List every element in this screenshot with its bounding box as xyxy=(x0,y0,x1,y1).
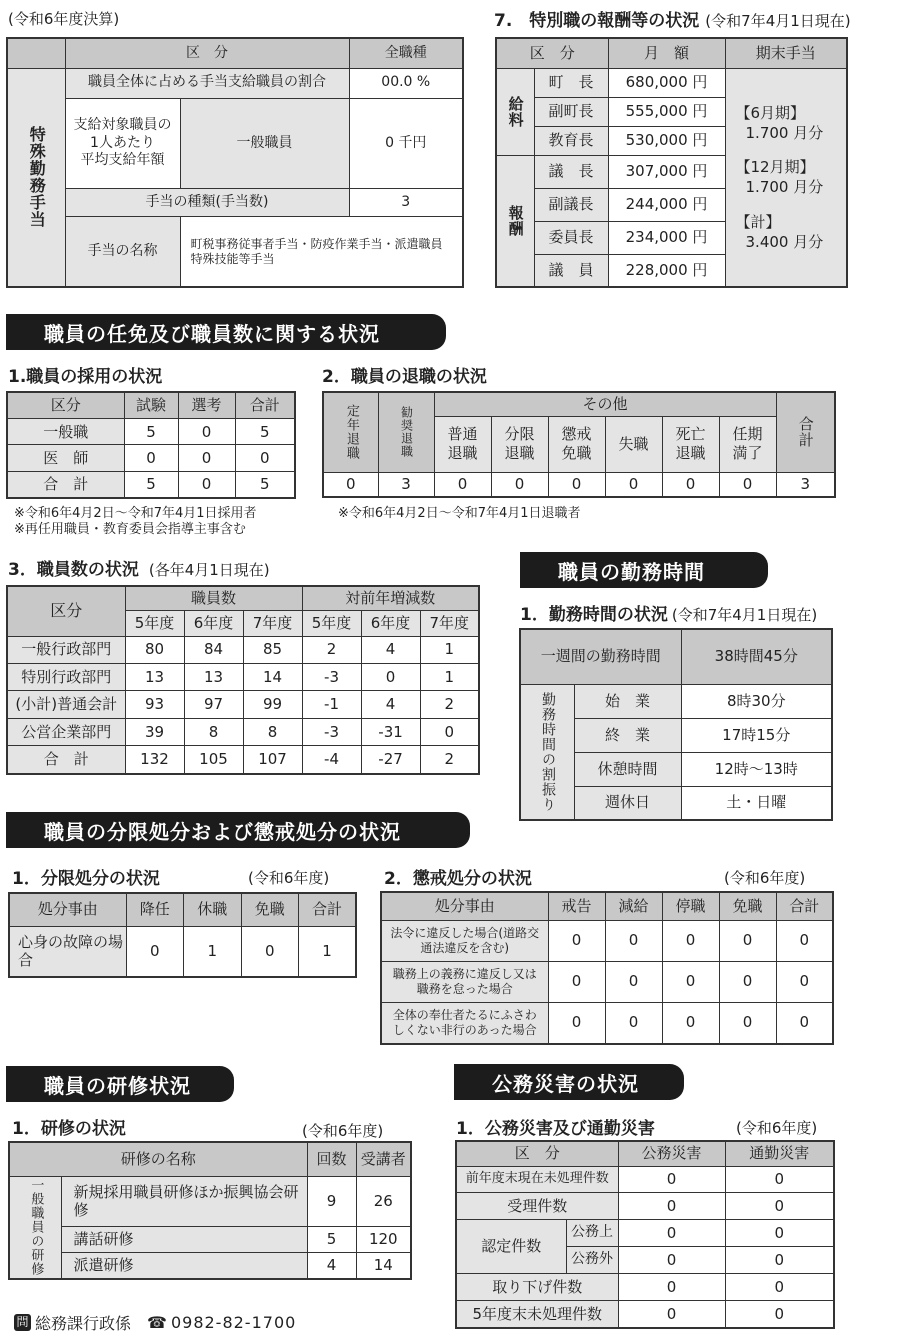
table-cell: 120 xyxy=(356,1227,411,1253)
special-pay-table xyxy=(495,37,848,288)
table-cell: 処分事由 xyxy=(381,892,548,920)
table-cell: 234,000 円 xyxy=(608,221,725,254)
table-cell: 一週間の勤務時間 xyxy=(520,629,681,684)
special-allowance-table xyxy=(6,37,464,288)
accident-table xyxy=(455,1140,835,1329)
table-cell: 0 xyxy=(776,961,833,1002)
table-cell: 給料 xyxy=(496,68,534,155)
table-cell: 26 xyxy=(356,1176,411,1227)
table-cell: 4 xyxy=(361,636,420,663)
working-hours-title xyxy=(520,600,817,625)
table-cell: 5 xyxy=(235,471,295,498)
text: 【6月期】 xyxy=(735,103,806,122)
table-cell: 0 xyxy=(719,1002,776,1044)
table-cell: 14 xyxy=(243,663,302,690)
table-cell: 2 xyxy=(420,691,479,718)
table-cell: 普通退職 xyxy=(434,416,491,472)
text: 3.400 月分 xyxy=(745,232,824,251)
table-cell: 一般職員の研修 xyxy=(9,1176,61,1279)
table-cell: 0 xyxy=(618,1274,725,1301)
section-bar-discipline: 職員の分限処分および懲戒処分の状況 xyxy=(6,812,470,848)
table-cell: 0 xyxy=(618,1300,725,1328)
table-cell: 議 員 xyxy=(534,254,608,287)
table-cell: 530,000 円 xyxy=(608,126,725,155)
table-cell: 合計 xyxy=(776,892,833,920)
section-bar-working-hours: 職員の勤務時間 xyxy=(520,552,768,588)
table-cell: 1 xyxy=(420,663,479,690)
table-cell: 前年度末現在未処理件数 xyxy=(456,1166,618,1193)
table-cell: 99 xyxy=(243,691,302,718)
table-cell: 免職 xyxy=(241,893,299,926)
table-cell: 0 xyxy=(548,1002,605,1044)
table-cell: 報酬 xyxy=(496,155,534,287)
table-cell: 医 師 xyxy=(7,445,124,471)
table-cell: 勤務時間の割振り xyxy=(520,684,574,820)
table-cell: 特別行政部門 xyxy=(7,663,125,690)
table-cell: -3 xyxy=(302,718,361,745)
table-cell: 7年度 xyxy=(243,610,302,636)
table-cell: 0 xyxy=(618,1220,725,1247)
table-cell: 0 xyxy=(618,1193,725,1220)
table-cell: 555,000 円 xyxy=(608,97,725,126)
table-cell: 区 分 xyxy=(496,38,608,68)
table-cell: 休憩時間 xyxy=(574,752,681,786)
table-cell: 0 xyxy=(124,445,178,471)
table-cell: 処分事由 xyxy=(9,893,126,926)
allowance-side-label: 特殊勤務手当 xyxy=(7,68,65,287)
table-cell: 委員長 xyxy=(534,221,608,254)
table-cell: 始 業 xyxy=(574,684,681,718)
table-cell: -1 xyxy=(302,691,361,718)
table-cell: 85 xyxy=(243,636,302,663)
table-cell: 13 xyxy=(184,663,243,690)
table-cell: 0 xyxy=(719,472,776,497)
table-cell: 土・日曜 xyxy=(681,786,832,820)
table-cell: 0 xyxy=(719,920,776,961)
table-cell: 教育長 xyxy=(534,126,608,155)
table-cell: 9 xyxy=(307,1176,356,1227)
table-cell: -3 xyxy=(302,663,361,690)
table-cell: 0 xyxy=(605,920,662,961)
table-cell: 0 xyxy=(323,472,378,497)
table-cell: 6年度 xyxy=(361,610,420,636)
table-cell: 93 xyxy=(125,691,184,718)
table-cell: 0 xyxy=(420,718,479,745)
table-cell: 84 xyxy=(184,636,243,663)
table-cell: 0 xyxy=(178,419,235,445)
table-cell: 3 xyxy=(378,472,434,497)
status-disposal-title: 1．分限処分の状況 xyxy=(12,869,160,889)
table-cell: 降任 xyxy=(126,893,184,926)
table-cell: 0 xyxy=(662,472,719,497)
table-cell: 試験 xyxy=(124,392,178,419)
table-cell: 0 xyxy=(434,472,491,497)
table-cell: 0 xyxy=(178,445,235,471)
table-cell: 4 xyxy=(361,691,420,718)
text: 【計】 xyxy=(735,212,781,231)
table-cell: 0 xyxy=(725,1193,834,1220)
table-cell: 支給対象職員の 1人あたり 平均支給年額 xyxy=(65,98,180,188)
table-cell: 職務上の義務に違反し又は職務を怠った場合 xyxy=(381,961,548,1002)
table-cell: 法令に違反した場合(道路交通法違反を含む) xyxy=(381,920,548,961)
training-table xyxy=(8,1141,412,1280)
table-cell: 副議長 xyxy=(534,188,608,221)
table-cell: 244,000 円 xyxy=(608,188,725,221)
working-hours-table xyxy=(519,628,833,821)
section-bar-accident: 公務災害の状況 xyxy=(454,1064,684,1100)
table-cell: 講話研修 xyxy=(61,1227,307,1253)
hiring-note-1: ※令和6年4月2日～令和7年4月1日採用者 xyxy=(14,506,257,521)
table-cell: (小計)普通会計 xyxy=(7,691,125,718)
table-cell: 0 xyxy=(241,926,299,977)
table-cell: 期末手当 xyxy=(725,38,847,68)
table-cell: 97 xyxy=(184,691,243,718)
table-cell: 0 xyxy=(605,961,662,1002)
table-cell: 0 xyxy=(178,471,235,498)
table-cell: -27 xyxy=(361,746,420,774)
table-cell: 5 xyxy=(124,419,178,445)
table-cell: 5年度 xyxy=(125,610,184,636)
table-cell: 受理件数 xyxy=(456,1193,618,1220)
table-cell: 0 xyxy=(662,920,719,961)
phone-icon: ☎ xyxy=(147,1313,167,1332)
table-cell: 80 xyxy=(125,636,184,663)
disciplinary-year: (令和6年度) xyxy=(724,869,806,887)
table-cell: 14 xyxy=(356,1252,411,1279)
table-cell: -4 xyxy=(302,746,361,774)
table-cell: 新規採用職員研修ほか振興協会研修 xyxy=(61,1176,307,1227)
table-cell: 合計 xyxy=(235,392,295,419)
table-cell: 定年退職 xyxy=(323,392,378,472)
table-cell: 受講者 xyxy=(356,1142,411,1176)
table-cell: 回数 xyxy=(307,1142,356,1176)
table-cell: 6年度 xyxy=(184,610,243,636)
table-cell: 月 額 xyxy=(608,38,725,68)
table-cell: 職員数 xyxy=(125,586,302,610)
table-cell: 全職種 xyxy=(349,38,463,68)
table-cell: 5 xyxy=(124,471,178,498)
retirement-title: 2．職員の退職の状況 xyxy=(322,367,487,387)
table-cell: 39 xyxy=(125,718,184,745)
table-cell: 合計 xyxy=(776,392,835,472)
table-cell: 懲戒免職 xyxy=(548,416,605,472)
text: 1.700 月分 xyxy=(745,123,824,142)
table-cell: 1 xyxy=(184,926,242,977)
table-cell: 町税事務従事者手当・防疫作業手当・派遣職員特殊技能等手当 xyxy=(180,217,463,287)
table-cell: 職員全体に占める手当支給職員の割合 xyxy=(65,68,349,98)
table-cell: 研修の名称 xyxy=(9,1142,307,1176)
table-cell: 認定件数 xyxy=(456,1220,566,1274)
table-cell: 死亡退職 xyxy=(662,416,719,472)
table-cell: 1 xyxy=(299,926,357,977)
table-cell: 合 計 xyxy=(7,746,125,774)
table-cell: 0 xyxy=(618,1247,725,1274)
table-cell: 0 xyxy=(725,1300,834,1328)
training-title: 1．研修の状況 xyxy=(12,1119,126,1139)
table-cell: 8時30分 xyxy=(681,684,832,718)
staff-count-table xyxy=(6,585,480,775)
table-cell: 一般行政部門 xyxy=(7,636,125,663)
table-cell xyxy=(7,38,65,68)
table-cell: 議 長 xyxy=(534,155,608,188)
table-cell: 0 xyxy=(776,920,833,961)
table-cell: 手当の種類(手当数) xyxy=(65,189,349,217)
table-cell: 町 長 xyxy=(534,68,608,97)
table-cell: 0 xyxy=(235,445,295,471)
table-cell: 勧奨退職 xyxy=(378,392,434,472)
table-cell: 0 xyxy=(776,1002,833,1044)
table-cell: 一般職 xyxy=(7,419,124,445)
table-cell: 17時15分 xyxy=(681,718,832,752)
table-cell: 0 xyxy=(662,961,719,1002)
table-cell: 8 xyxy=(184,718,243,745)
text: (令和7年4月1日現在) xyxy=(705,12,851,30)
table-cell: 0 xyxy=(719,961,776,1002)
table-cell: 全体の奉仕者たるにふさわしくない非行のあった場合 xyxy=(381,1002,548,1044)
table-cell: 3 xyxy=(776,472,835,497)
table-cell: 132 xyxy=(125,746,184,774)
disciplinary-title: 2．懲戒処分の状況 xyxy=(384,869,532,889)
table-cell: 失職 xyxy=(605,416,662,472)
table-cell: 38時間45分 xyxy=(681,629,832,684)
accident-year: (令和6年度) xyxy=(736,1119,818,1137)
section-bar-appointment: 職員の任免及び職員数に関する状況 xyxy=(6,314,446,350)
table-cell: 1 xyxy=(420,636,479,663)
table-cell: 公務外 xyxy=(566,1247,618,1274)
text: (各年4月1日現在) xyxy=(148,561,270,579)
hiring-table xyxy=(6,391,296,499)
table-cell: 228,000 円 xyxy=(608,254,725,287)
staff-count-title xyxy=(8,555,270,580)
table-cell: 分限退職 xyxy=(491,416,548,472)
table-cell: 5 xyxy=(307,1227,356,1253)
table-cell: 免職 xyxy=(719,892,776,920)
table-cell: 0 xyxy=(725,1220,834,1247)
table-cell: 公務災害 xyxy=(618,1141,725,1166)
table-cell: 3 xyxy=(349,189,463,217)
table-cell: 区分 xyxy=(7,586,125,636)
disciplinary-table xyxy=(380,891,834,1045)
table-cell: 任期満了 xyxy=(719,416,776,472)
table-cell: 週休日 xyxy=(574,786,681,820)
table-cell: 区 分 xyxy=(65,38,349,68)
allowance-period-label: (令和6年度決算) xyxy=(8,10,120,28)
retirement-note: ※令和6年4月2日～令和7年4月1日退職者 xyxy=(338,506,581,521)
table-cell: 通勤災害 xyxy=(725,1141,834,1166)
table-cell: 選考 xyxy=(178,392,235,419)
bonus-cell xyxy=(725,68,847,287)
table-cell: 一般職員 xyxy=(180,98,349,188)
table-cell: 0 xyxy=(605,1002,662,1044)
table-cell: 13 xyxy=(125,663,184,690)
table-cell: 0 xyxy=(662,1002,719,1044)
table-cell: 戒告 xyxy=(548,892,605,920)
status-disposal-table xyxy=(8,892,357,978)
table-cell: 0 xyxy=(618,1166,725,1193)
table-cell: 合計 xyxy=(299,893,357,926)
hiring-note-2: ※再任用職員・教育委員会指導主事含む xyxy=(14,522,246,537)
table-cell: 0 xyxy=(725,1247,834,1274)
table-cell: 公務上 xyxy=(566,1220,618,1247)
table-cell: 副町長 xyxy=(534,97,608,126)
table-cell: 5 xyxy=(235,419,295,445)
table-cell: 合 計 xyxy=(7,471,124,498)
text: 3．職員数の状況 xyxy=(8,560,139,580)
table-cell: 手当の名称 xyxy=(65,217,180,287)
table-cell: 2 xyxy=(420,746,479,774)
table-cell: 0 xyxy=(548,920,605,961)
section-bar-training: 職員の研修状況 xyxy=(6,1066,234,1102)
status-disposal-year: (令和6年度) xyxy=(248,869,330,887)
table-cell: 2 xyxy=(302,636,361,663)
table-cell: 4 xyxy=(307,1252,356,1279)
table-cell: 0 xyxy=(126,926,184,977)
table-cell: 対前年増減数 xyxy=(302,586,479,610)
table-cell: 公営企業部門 xyxy=(7,718,125,745)
text: 7. 特別職の報酬等の状況 xyxy=(494,11,700,31)
table-cell: 5年度末未処理件数 xyxy=(456,1300,618,1328)
table-cell: 終 業 xyxy=(574,718,681,752)
table-cell: 00.0 % xyxy=(349,68,463,98)
accident-title: 1．公務災害及び通勤災害 xyxy=(456,1119,655,1139)
table-cell: 107 xyxy=(243,746,302,774)
text: 1．勤務時間の状況 xyxy=(520,605,668,625)
table-cell: 0 xyxy=(361,663,420,690)
table-cell: 0 xyxy=(725,1166,834,1193)
footer-contact xyxy=(14,1311,296,1334)
table-cell: 心身の故障の場合 xyxy=(9,926,126,977)
table-cell: 5年度 xyxy=(302,610,361,636)
table-cell: 7年度 xyxy=(420,610,479,636)
table-cell: 307,000 円 xyxy=(608,155,725,188)
table-cell: 0 千円 xyxy=(349,98,463,188)
table-cell: 派遣研修 xyxy=(61,1252,307,1279)
table-cell: 停職 xyxy=(662,892,719,920)
table-cell: 区 分 xyxy=(456,1141,618,1166)
special-pay-title xyxy=(494,6,851,31)
retirement-table xyxy=(322,391,836,498)
table-cell: 0 xyxy=(491,472,548,497)
table-cell: 0 xyxy=(605,472,662,497)
table-cell: 減給 xyxy=(605,892,662,920)
table-cell: 0 xyxy=(548,961,605,1002)
text: 【12月期】 xyxy=(735,158,815,176)
footer-dept: 総務課行政係 xyxy=(35,1314,132,1333)
table-cell: 0 xyxy=(548,472,605,497)
table-cell: 680,000 円 xyxy=(608,68,725,97)
table-cell: 8 xyxy=(243,718,302,745)
inquiry-icon: 問 xyxy=(14,1314,31,1331)
text: (令和7年4月1日現在) xyxy=(671,606,818,624)
table-cell: その他 xyxy=(434,392,776,416)
hiring-title: 1.職員の採用の状況 xyxy=(8,367,163,387)
table-cell: -31 xyxy=(361,718,420,745)
text: 1.700 月分 xyxy=(745,178,824,197)
table-cell: 0 xyxy=(725,1274,834,1301)
table-cell: 休職 xyxy=(184,893,242,926)
footer-phone: 0982-82-1700 xyxy=(170,1313,297,1332)
table-cell: 取り下げ件数 xyxy=(456,1274,618,1301)
training-year: (令和6年度) xyxy=(302,1122,384,1140)
table-cell: 12時～13時 xyxy=(681,752,832,786)
table-cell: 区分 xyxy=(7,392,124,419)
table-cell: 105 xyxy=(184,746,243,774)
